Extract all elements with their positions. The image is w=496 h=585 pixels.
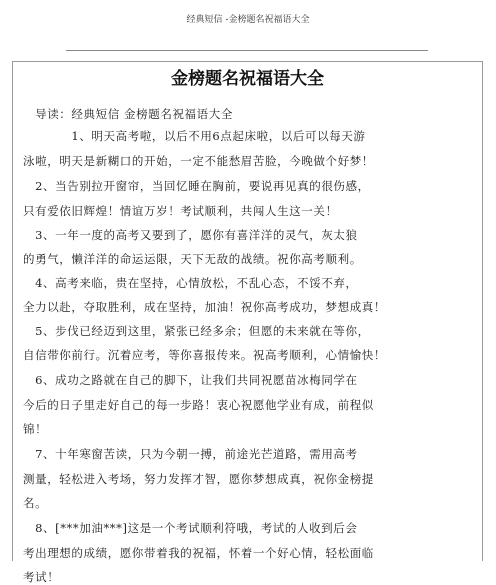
body-line: 导读：经典短信 金榜题名祝福语大全 [23, 107, 233, 121]
body-line: 8、[***加油***]这是一个考试顺利符哦，考试的人收到后会 [23, 521, 358, 535]
body-line: 7、十年寒窗苦读，只为今朝一搏，前途光芒道路，需用高考 [23, 447, 358, 461]
body-line: 测量，轻松进入考场，努力发挥才智，愿你梦想成真，祝你金榜提 [23, 472, 374, 486]
body-line: 全力以赴，夺取胜利，成在坚持，加油！祝你高考成功，梦想成真！ [23, 300, 386, 314]
body-line: 6、成功之路就在自己的脚下，让我们共同祝愿苗冰梅同学在 [23, 373, 358, 387]
running-header: 经典短信 -金榜题名祝福语大全 [186, 15, 310, 25]
body-line: 考试！ [23, 570, 60, 584]
body-line: 3、一年一度的高考又要到了，愿你有喜洋洋的灵气，灰太狼 [23, 228, 358, 242]
body-line: 2、当告别拉开窗帘，当回忆睡在胸前，要说再见真的很伤感， [23, 179, 370, 193]
document-title: 金榜题名祝福语大全 [171, 69, 324, 89]
body-line: 5、步伐已经迈到这里，紧张已经多余；但愿的未来就在等你， [23, 324, 370, 338]
body-line: 考出理想的成绩，愿你带着我的祝福，怀着一个好心情，轻松面临 [23, 546, 374, 560]
body-line: 泳啦，明天是新糊口的开始，一定不能愁眉苦脸，今晚做个好梦！ [23, 154, 374, 168]
body-line: 自信带你前行。沉着应考，等你喜报传来。祝高考顺利，心情愉快！ [23, 348, 386, 362]
body-line: 1、明天高考啦，以后不用6点起床啦，以后可以每天游 [23, 129, 366, 143]
body-line: 名。 [23, 496, 48, 510]
body-line: 今后的日子里走好自己的每一步路！衷心祝愿他学业有成，前程似 [23, 398, 374, 412]
header-divider [66, 50, 428, 51]
body-line: 只有爱依旧辉煌！情谊万岁！考试顺利，共闯人生这一关！ [23, 204, 338, 218]
body-line: 4、高考来临，贵在坚持，心情放松，不乱心态，不馁不弃， [23, 276, 358, 290]
body-line: 锦！ [23, 422, 48, 436]
body-line: 的勇气，懒洋洋的命运运限，天下无敌的战绩。祝你高考顺利。 [23, 252, 362, 266]
